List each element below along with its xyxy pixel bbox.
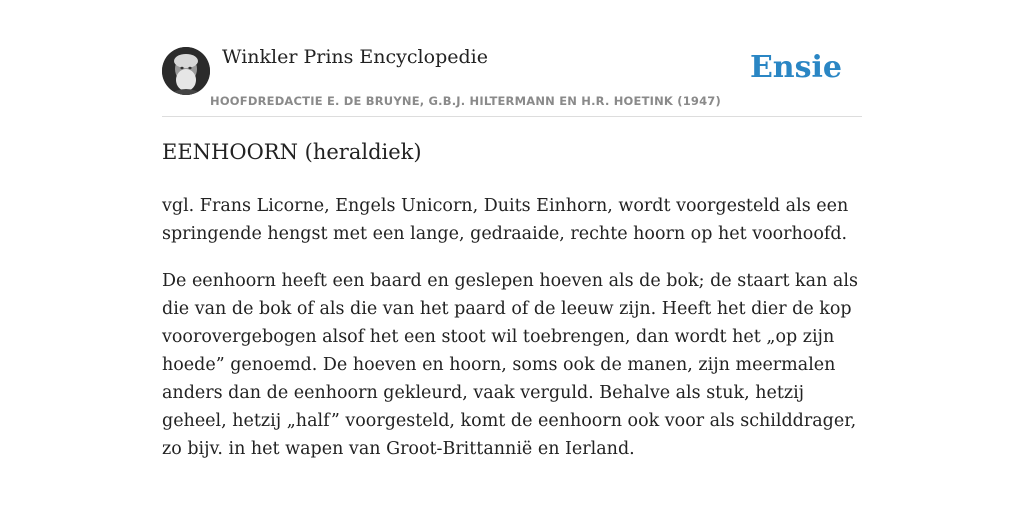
- page-container: [162, 0, 862, 459]
- source-editors: HOOFDREDACTIE E. DE BRUYNE, G.B.J. HILTERMANN EN H.R. HOETINK (1947): [210, 94, 721, 108]
- entry-paragraph: De eenhoorn heeft een baard en geslepen hoeven als de bok; de staart kan als die van de bok of als die van het paard of de leeuw zijn. Heeft het dier de kop voorovergebogen alsof het een stoot wil toebrengen, dan wordt het „op zijn hoede” genoemd. De hoeven en hoorn, soms ook de manen, zijn meermalen anders dan de eenhoorn gekleurd, vaak verguld. Behalve als stuk, hetzij geheel, hetzij „half” voorgesteld, komt de eenhoorn ook voor als schilddrager, zo bijv. in het wapen van Groot-Brittannië en Ierland.: [162, 271, 858, 459]
- author-portrait-icon[interactable]: [162, 47, 210, 95]
- entry-paragraph: vgl. Frans Licorne, Engels Unicorn, Duits Einhorn, wordt voorgesteld als een springende hengst met een lange, gedraaide, rechte hoorn op het voorhoofd.: [162, 196, 849, 244]
- ensie-logo[interactable]: Ensie: [749, 50, 842, 85]
- source-header: [162, 0, 862, 117]
- entry-title: EENHOORN (heraldiek): [162, 140, 422, 164]
- entry-body: [162, 192, 862, 482]
- source-title[interactable]: Winkler Prins Encyclopedie: [222, 46, 488, 68]
